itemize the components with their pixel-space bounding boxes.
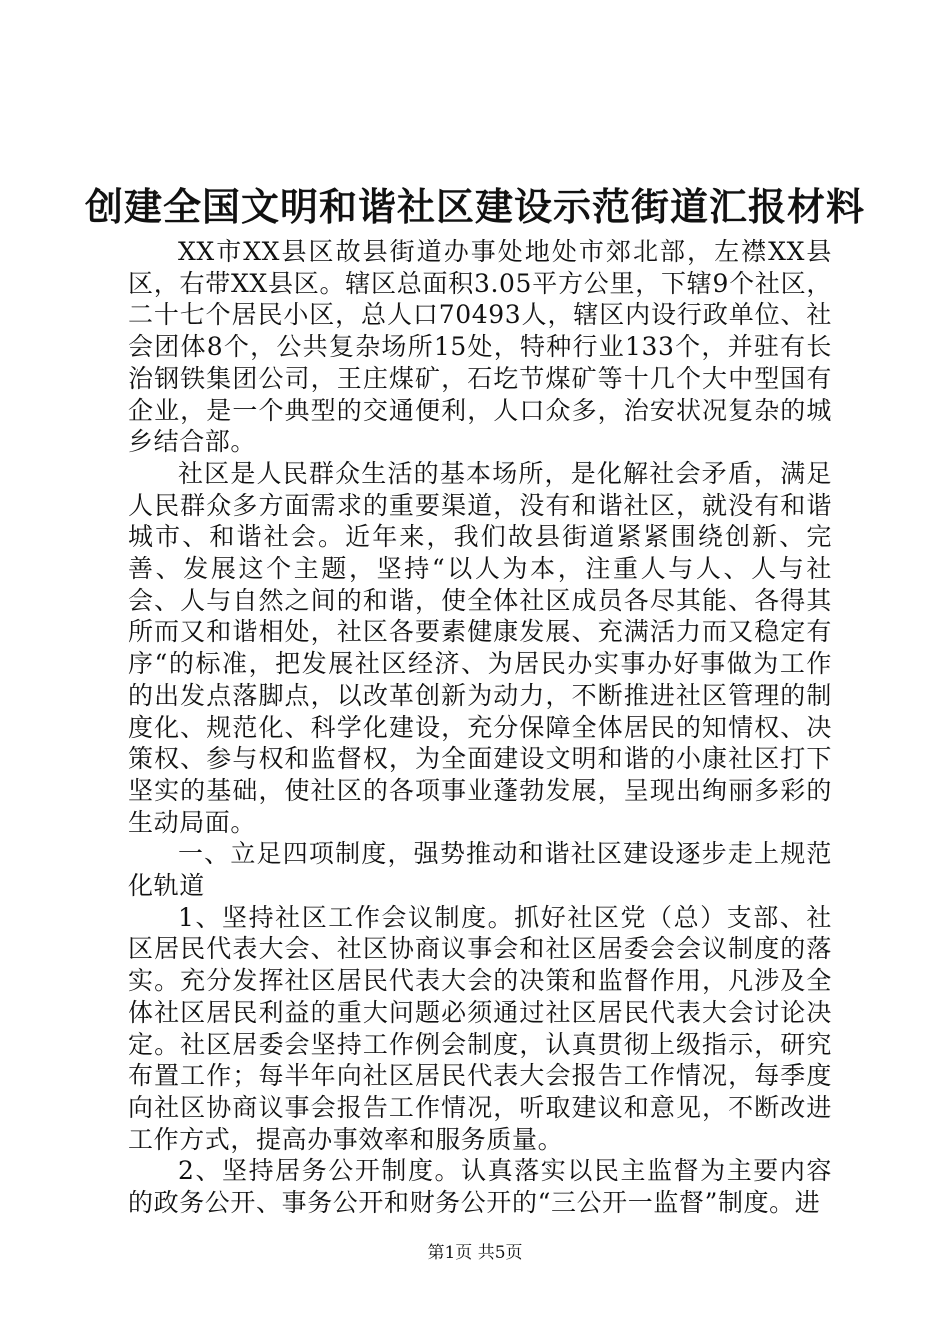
- section-heading-1: 一、立足四项制度，强势推动和谐社区建设逐步走上规范化轨道: [128, 839, 832, 901]
- paragraph-intro: XX市XX县区故县街道办事处地处市郊北部，左襟XX县区，右带XX县区。辖区总面积3.05平方公里，下辖9个社区，二十七个居民小区，总人口70493人，辖区内设行政单位、社会团体8个，公共复杂场所15处，特种行业133个，并驻有长治钢铁集团公司，王庄煤矿，石圪节煤矿等十几个大中型国有企业，是一个典型的交通便利，人口众多，治安状况复杂的城乡结合部。: [128, 237, 832, 457]
- page-number: 第1页 共5页: [427, 1243, 523, 1263]
- document-title: 创建全国文明和谐社区建设示范街道汇报材料: [84, 185, 865, 229]
- paragraph-item-2: 2、坚持居务公开制度。认真落实以民主监督为主要内容的政务公开、事务公开和财务公开的“三公开一监督”制度。进: [128, 1156, 832, 1218]
- document-body: [128, 236, 832, 1219]
- paragraph-item-1: 1、坚持社区工作会议制度。抓好社区党（总）支部、社区居民代表大会、社区协商议事会和社区居委会会议制度的落实。充分发挥社区居民代表大会的决策和监督作用，凡涉及全体社区居民利益的重大问题必须通过社区居民代表大会讨论决定。社区居委会坚持工作例会制度，认真贯彻上级指示，研究布置工作；每半年向社区居民代表大会报告工作情况，每季度向社区协商议事会报告工作情况，听取建议和意见，不断改进工作方式，提高办事效率和服务质量。: [128, 902, 832, 1154]
- paragraph-community: 社区是人民群众生活的基本场所，是化解社会矛盾，满足人民群众多方面需求的重要渠道，没有和谐社区，就没有和谐城市、和谐社会。近年来，我们故县街道紧紧围绕创新、完善、发展这个主题，坚持“以人为本，注重人与人、人与社会、人与自然之间的和谐，使全体社区成员各尽其能、各得其所而又和谐相处，社区各要素健康发展、充满活力而又稳定有序“的标准，把发展社区经济、为居民办实事办好事做为工作的出发点落脚点，以改革创新为动力，不断推进社区管理的制度化、规范化、科学化建设，充分保障全体居民的知情权、决策权、参与权和监督权，为全面建设文明和谐的小康社区打下坚实的基础，使社区的各项事业蓬勃发展，呈现出绚丽多彩的生动局面。: [128, 458, 832, 837]
